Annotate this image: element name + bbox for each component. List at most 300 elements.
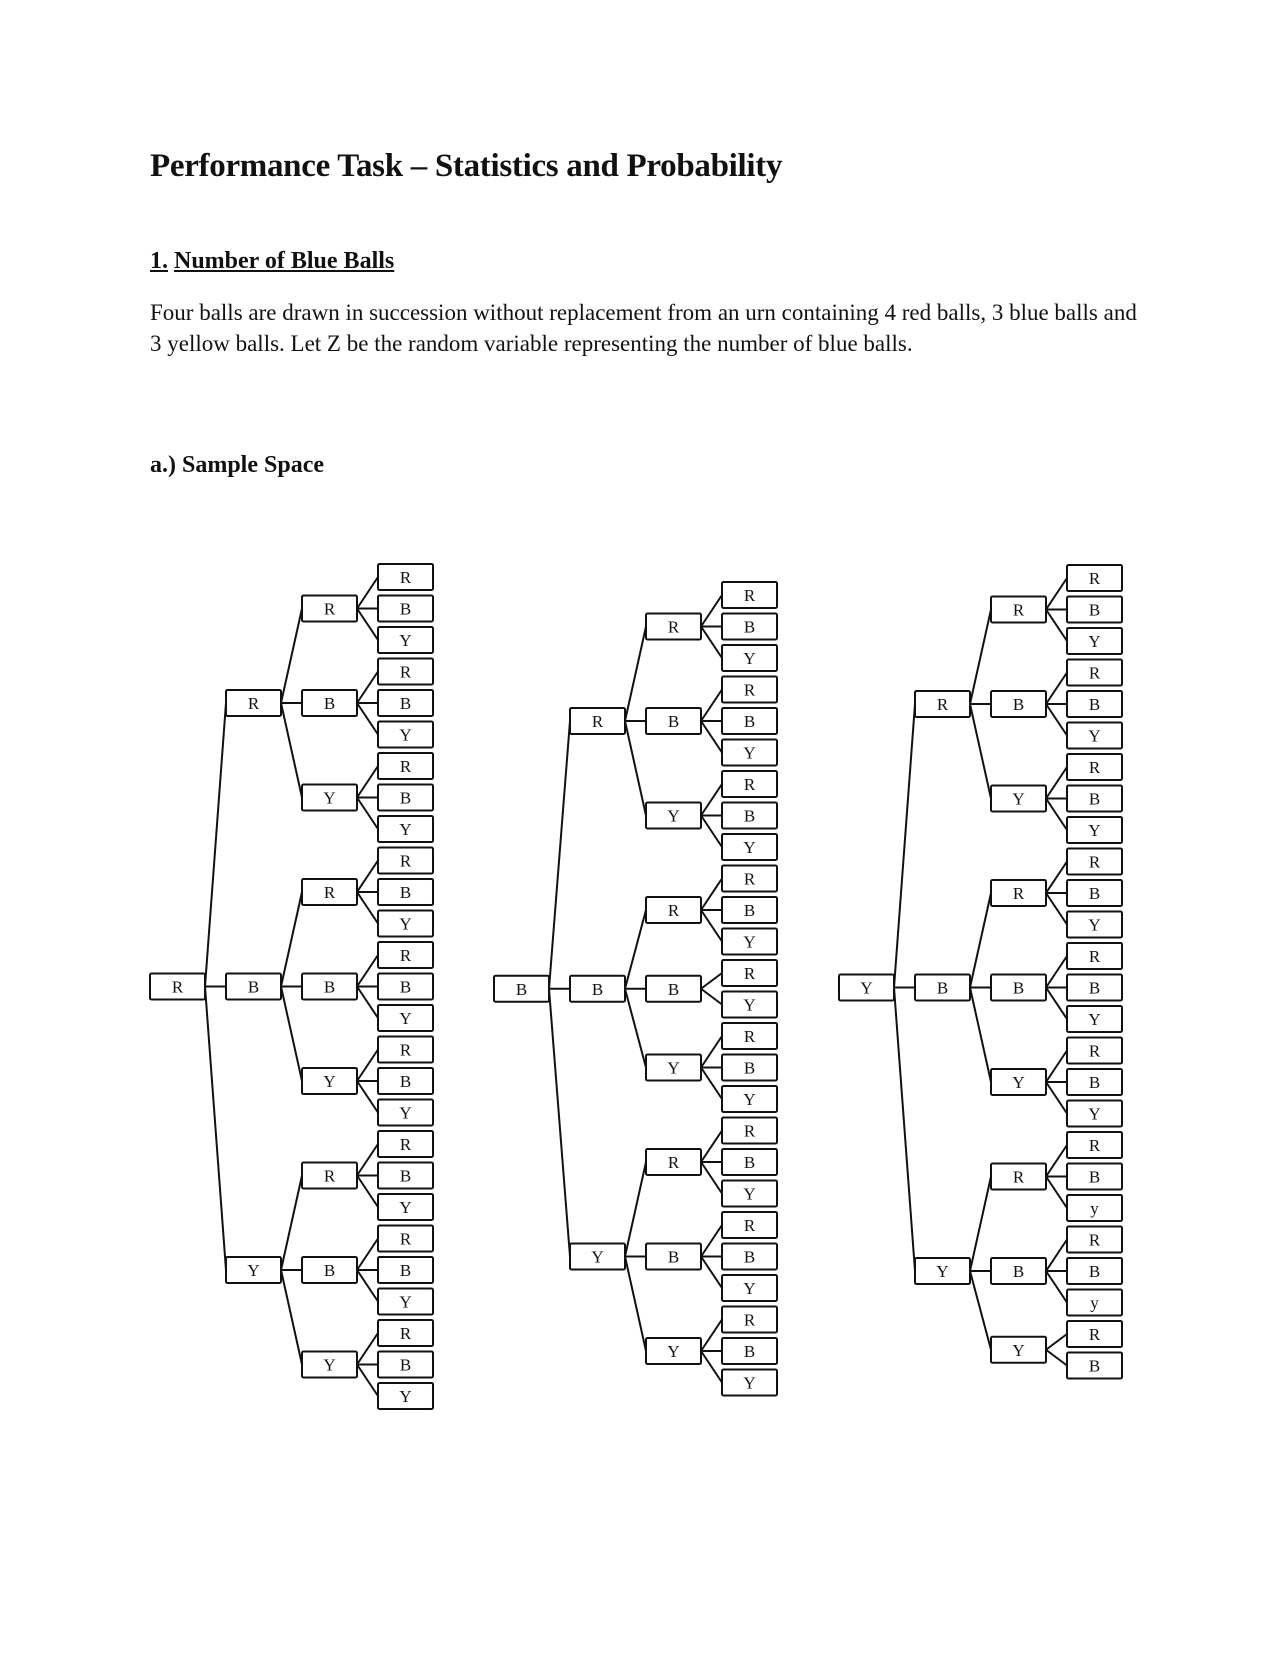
leaf-node [722,1244,777,1270]
leaf-node [378,879,433,905]
leaf-node [378,974,433,1000]
leaf-node-label: Y [1088,1010,1101,1029]
leaf-node-label: Y [743,743,756,763]
second-node-label: R [936,695,949,714]
third-node [646,897,701,923]
leaf-connector [357,1081,378,1113]
leaf-node [722,1149,777,1175]
leaf-connector [701,721,722,753]
third-node-label: B [323,977,336,997]
third-node [302,785,357,811]
third-node-label: Y [323,1072,336,1091]
leaf-node [1067,1321,1122,1347]
third-node-label: R [323,599,336,619]
third-node [646,1338,701,1364]
leaf-node [1067,880,1122,906]
leaf-node-label: B [743,1342,756,1361]
leaf-node [378,1100,433,1126]
third-node-label: Y [667,1058,680,1078]
leaf-node-label: B [399,1072,412,1091]
leaf-node-label: R [1088,1041,1101,1061]
leaf-connector [1046,1145,1067,1177]
leaf-node [722,1118,777,1144]
leaf-node [722,1275,777,1301]
leaf-connector [701,1225,722,1257]
third-node [991,597,1046,623]
leaf-node-label: B [1088,884,1101,903]
leaf-node [378,1352,433,1378]
leaf-node [722,897,777,923]
leaf-node [1067,912,1122,938]
leaf-node-label: R [399,851,412,871]
leaf-node-label: B [1088,1073,1101,1092]
leaf-connector [701,1162,722,1194]
leaf-node-label: B [1088,978,1101,998]
section-number: 1. [150,248,168,274]
leaf-node [378,1383,433,1409]
leaf-node [722,1338,777,1364]
leaf-node-label: R [743,1027,756,1046]
leaf-node [722,1370,777,1396]
leaf-node-label: B [743,712,756,731]
leaf-node-label: B [1088,695,1101,714]
second-node [570,1244,625,1270]
leaf-node [1067,691,1122,717]
leaf-connector [701,690,722,722]
leaf-connector [357,1144,378,1176]
third-node-label: R [667,617,680,637]
branch-connector [970,610,991,705]
leaf-node-label: R [399,1135,412,1154]
leaf-connector [1046,1334,1067,1350]
leaf-connector [701,1036,722,1068]
leaf-connector [1046,1240,1067,1272]
leaf-connector [701,627,722,659]
leaf-node [722,866,777,892]
third-node [991,786,1046,812]
branch-connector [970,1177,991,1272]
third-node-label: R [1012,1167,1025,1187]
leaf-node [1067,597,1122,623]
leaf-node-label: Y [1088,726,1101,746]
third-node [302,1163,357,1189]
leaf-connector [701,879,722,911]
leaf-node-label: Y [399,1103,412,1123]
leaf-node [722,614,777,640]
third-node-label: R [323,1166,336,1186]
branch-connector [281,892,302,987]
leaf-node [378,1226,433,1252]
third-node [991,1069,1046,1095]
leaf-node [378,1131,433,1157]
leaf-node [378,942,433,968]
leaf-node [378,1068,433,1094]
branch-connector [281,987,302,1082]
leaf-node [378,627,433,653]
third-node-label: Y [1012,789,1025,809]
leaf-node [1067,1038,1122,1064]
leaf-connector [357,1365,378,1397]
leaf-connector [701,784,722,816]
third-node-label: B [667,979,680,999]
leaf-connector [1046,673,1067,705]
leaf-node-label: R [1088,852,1101,872]
leaf-node [1067,817,1122,843]
third-node-label: R [323,883,336,902]
root-node [150,974,205,1000]
leaf-connector [1046,862,1067,894]
third-node [991,691,1046,717]
leaf-connector [1046,1177,1067,1209]
leaf-node [378,1194,433,1220]
leaf-connector [357,1239,378,1271]
leaf-node-label: R [743,1216,756,1235]
third-node-label: Y [667,806,680,826]
leaf-node [1067,565,1122,591]
leaf-connector [701,1257,722,1289]
third-node-label: B [667,712,680,731]
leaf-node-label: R [743,869,756,889]
second-node [226,690,281,716]
leaf-node-label: B [743,1247,756,1267]
third-node-label: Y [1012,1340,1025,1360]
leaf-connector [357,672,378,704]
leaf-node [1067,1290,1122,1316]
leaf-node [378,1163,433,1189]
leaf-node [378,722,433,748]
page-title: Performance Task – Statistics and Probability [150,148,783,184]
leaf-node-label: B [399,694,412,713]
third-node [991,880,1046,906]
leaf-node [1067,1101,1122,1127]
root-node [494,976,549,1002]
leaf-node [378,659,433,685]
third-node [302,1352,357,1378]
branch-connector [970,704,991,799]
third-node-label: B [323,694,336,713]
branch-connector [625,1257,646,1352]
leaf-node [1067,786,1122,812]
root-node-label: B [515,979,528,999]
leaf-node-label: R [743,775,756,794]
third-node-label: R [1012,884,1025,903]
leaf-node-label: y [1090,1293,1099,1313]
root-connector [205,987,226,1271]
leaf-node [1067,1353,1122,1379]
leaf-connector [357,577,378,609]
leaf-connector [357,609,378,641]
leaf-node [1067,943,1122,969]
leaf-connector [701,595,722,627]
leaf-connector [1046,1051,1067,1083]
leaf-node-label: B [1088,1262,1101,1281]
root-node-label: R [171,977,184,997]
leaf-node-label: B [399,883,412,902]
leaf-connector [1046,1271,1067,1303]
leaf-node-label: Y [1088,821,1101,840]
leaf-node-label: Y [399,1387,412,1406]
leaf-node-label: Y [1088,632,1101,651]
branch-connector [970,1271,991,1350]
leaf-node-label: R [743,964,756,983]
leaf-connector [1046,1350,1067,1366]
leaf-node-label: R [399,757,412,776]
second-node-label: Y [247,1261,260,1280]
leaf-node-label: B [1088,1356,1101,1376]
third-node-label: Y [667,1342,680,1361]
leaf-node-label: B [399,599,412,619]
leaf-node-label: B [1088,789,1101,809]
leaf-connector [357,861,378,893]
second-node [915,691,970,717]
leaf-node [722,929,777,955]
root-connector [205,703,226,987]
leaf-connector [357,1176,378,1208]
second-node-label: B [936,978,949,998]
second-node-label: R [247,694,260,713]
third-node-label: Y [323,788,336,808]
leaf-node [1067,1069,1122,1095]
leaf-node-label: R [743,1121,756,1141]
leaf-node-label: Y [743,1184,756,1204]
branch-connector [625,721,646,816]
leaf-node [722,1086,777,1112]
leaf-node [722,960,777,986]
branch-connector [625,910,646,989]
leaf-node-label: R [1088,1325,1101,1344]
leaf-node [1067,1164,1122,1190]
root-connector [549,989,570,1257]
leaf-node-label: R [399,568,412,587]
leaf-connector [1046,893,1067,925]
third-node-label: R [1012,600,1025,620]
section-title: Number of Blue Balls [174,248,395,274]
branch-connector [281,1270,302,1365]
leaf-node-label: Y [743,649,756,668]
leaf-node-label: Y [399,1198,412,1217]
leaf-node-label: Y [1088,915,1101,935]
second-node-label: B [591,979,604,999]
leaf-node [378,1289,433,1315]
leaf-node [378,753,433,779]
sample-space-heading: a.) Sample Space [150,452,324,478]
leaf-connector [701,1068,722,1100]
leaf-node [722,645,777,671]
third-node-label: Y [1012,1073,1025,1092]
branch-connector [281,703,302,798]
leaf-node-label: B [1088,600,1101,620]
leaf-node-label: Y [399,631,412,650]
leaf-node-label: B [399,1355,412,1375]
leaf-node-label: R [1088,947,1101,966]
second-node [570,976,625,1002]
second-node [915,1258,970,1284]
second-node-label: R [591,712,604,731]
third-node [991,1337,1046,1363]
leaf-node [1067,975,1122,1001]
branch-connector [625,627,646,722]
leaf-node [722,1307,777,1333]
root-node-label: Y [860,978,873,998]
third-node [302,596,357,622]
leaf-node-label: R [399,1229,412,1249]
leaf-node-label: Y [743,838,756,857]
leaf-connector [357,1333,378,1365]
leaf-node-label: Y [399,914,412,934]
leaf-node [722,1023,777,1049]
third-node-label: B [1012,1262,1025,1281]
third-node-label: R [667,1153,680,1172]
leaf-node [1067,754,1122,780]
leaf-node [378,785,433,811]
leaf-connector [357,955,378,987]
leaf-node [378,564,433,590]
leaf-node [1067,1258,1122,1284]
third-node-label: B [323,1261,336,1280]
third-node [991,1258,1046,1284]
leaf-node [1067,628,1122,654]
leaf-node-label: Y [743,1373,756,1393]
third-node [302,879,357,905]
second-node-label: Y [591,1247,604,1267]
leaf-node-label: R [1088,1230,1101,1250]
second-node [915,975,970,1001]
leaf-node [378,1257,433,1283]
leaf-connector [701,1131,722,1163]
leaf-node [378,1320,433,1346]
second-node [226,974,281,1000]
root-connector [894,704,915,988]
third-node [646,1149,701,1175]
leaf-connector [1046,1082,1067,1114]
leaf-node [722,740,777,766]
leaf-node-label: R [1088,758,1101,777]
leaf-node-label: R [1088,1136,1101,1155]
leaf-connector [701,816,722,848]
leaf-node-label: B [743,617,756,637]
third-node [302,1257,357,1283]
leaf-connector [1046,578,1067,610]
leaf-node-label: R [1088,663,1101,683]
branch-connector [625,1162,646,1257]
third-node [646,803,701,829]
leaf-connector [1046,767,1067,799]
leaf-node-label: Y [399,1292,412,1312]
second-node-label: B [247,977,260,997]
leaf-node [722,1055,777,1081]
leaf-connector [357,987,378,1019]
third-node [646,614,701,640]
leaf-node-label: Y [743,1279,756,1298]
leaf-connector [357,766,378,798]
leaf-connector [1046,956,1067,988]
third-node-label: Y [323,1355,336,1375]
leaf-connector [357,1270,378,1302]
third-node [991,1164,1046,1190]
leaf-node [378,911,433,937]
second-node-label: Y [936,1262,949,1281]
leaf-node [1067,660,1122,686]
leaf-node-label: R [743,1310,756,1330]
leaf-node-label: R [399,1040,412,1060]
leaf-connector [701,1320,722,1352]
third-node [646,1055,701,1081]
second-node [570,708,625,734]
leaf-node-label: Y [743,1090,756,1109]
leaf-node-label: Y [743,932,756,952]
leaf-node [378,596,433,622]
leaf-connector [357,703,378,735]
third-node [302,690,357,716]
leaf-node-label: B [743,1058,756,1078]
leaf-node-label: Y [743,995,756,1015]
leaf-connector [701,1351,722,1383]
leaf-node [378,848,433,874]
problem-statement: Four balls are drawn in succession without replacement from an urn containing 4 red balls, 3 blue balls and 3 yellow balls. Let Z be the random variable representing the number of blue balls. [150,300,1137,356]
leaf-connector [357,1050,378,1082]
second-node [226,1257,281,1283]
leaf-connector [701,973,722,989]
leaf-node-label: B [1088,1167,1101,1187]
leaf-node [1067,1195,1122,1221]
leaf-node-label: R [743,680,756,700]
leaf-node [1067,1132,1122,1158]
leaf-connector [1046,610,1067,642]
third-node [646,708,701,734]
leaf-node-label: B [743,1153,756,1172]
branch-connector [281,609,302,704]
root-node [839,975,894,1001]
leaf-node [722,708,777,734]
third-node [302,974,357,1000]
third-node-label: B [667,1247,680,1267]
leaf-node [1067,1006,1122,1032]
leaf-node-label: B [399,788,412,808]
leaf-node-label: B [743,806,756,826]
leaf-node [722,834,777,860]
third-node [646,976,701,1002]
leaf-node-label: Y [399,820,412,839]
leaf-node-label: R [743,586,756,605]
leaf-connector [357,798,378,830]
branch-connector [970,988,991,1083]
leaf-node [1067,1227,1122,1253]
leaf-node-label: B [743,901,756,920]
leaf-node [378,816,433,842]
leaf-connector [1046,799,1067,831]
leaf-node-label: R [399,1324,412,1343]
leaf-node [722,992,777,1018]
leaf-connector [1046,704,1067,736]
leaf-connector [357,892,378,924]
branch-connector [970,893,991,988]
leaf-connector [701,910,722,942]
third-node [646,1244,701,1270]
leaf-node [722,582,777,608]
leaf-node-label: B [399,1261,412,1280]
leaf-node [722,1181,777,1207]
leaf-connector [1046,988,1067,1020]
leaf-connector [701,989,722,1005]
leaf-node-label: R [399,662,412,682]
leaf-node [722,1212,777,1238]
leaf-node-label: B [399,1166,412,1186]
leaf-node-label: Y [399,725,412,745]
leaf-node-label: R [1088,569,1101,588]
leaf-node [722,771,777,797]
leaf-node-label: Y [1088,1104,1101,1124]
third-node [302,1068,357,1094]
